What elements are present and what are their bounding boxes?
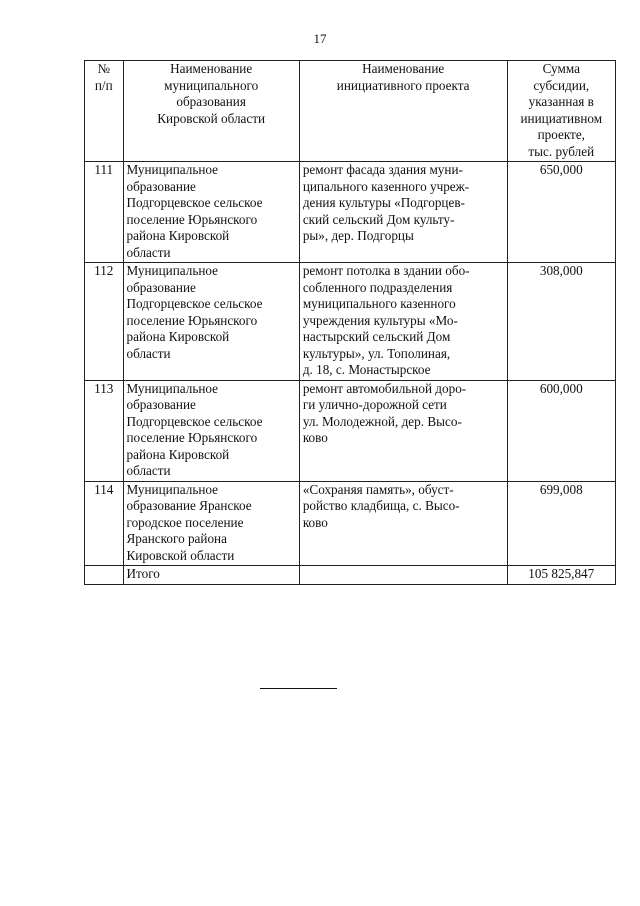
subsidy-table — [84, 60, 616, 585]
row-project: ремонт потолка в здании обо- собленного подразделения муниципального казенного учреждения культуры «Мо- настырский сельский Дом культуры», ул. Тополиная, д. 18, с. Монастырское — [299, 263, 507, 381]
total-row — [85, 566, 616, 585]
row-number: 111 — [85, 162, 124, 263]
table-header-row — [85, 61, 616, 162]
total-sum: 105 825,847 — [507, 566, 615, 585]
header-number: № п/п — [85, 61, 124, 162]
table-row — [85, 481, 616, 566]
row-project: «Сохраняя память», обуст- ройство кладбища, с. Высо- ково — [299, 481, 507, 566]
row-municipality: Муниципальное образование Подгорцевское сельское поселение Юрьянского района Кировской области — [123, 263, 299, 381]
header-sum: Сумма субсидии, указанная в инициативном проекте, тыс. рублей — [507, 61, 615, 162]
header-municipality: Наименование муниципального образования Кировской области — [123, 61, 299, 162]
header-project: Наименование инициативного проекта — [299, 61, 507, 162]
page-number: 17 — [313, 31, 327, 46]
row-number: 114 — [85, 481, 124, 566]
table-row — [85, 162, 616, 263]
end-divider — [260, 688, 337, 689]
row-project: ремонт фасада здания муни- ципального казенного учреж- дения культуры «Подгорцев- ский сельский Дом культу- ры», дер. Подгорцы — [299, 162, 507, 263]
table-row — [85, 380, 616, 481]
total-label: Итого — [123, 566, 299, 585]
row-sum: 600,000 — [507, 380, 615, 481]
row-project: ремонт автомобильной доро- ги улично-дорожной сети ул. Молодежной, дер. Высо- ково — [299, 380, 507, 481]
total-project-empty — [299, 566, 507, 585]
row-sum: 308,000 — [507, 263, 615, 381]
row-municipality: Муниципальное образование Подгорцевское сельское поселение Юрьянского района Кировской области — [123, 380, 299, 481]
row-number: 113 — [85, 380, 124, 481]
row-municipality: Муниципальное образование Подгорцевское сельское поселение Юрьянского района Кировской области — [123, 162, 299, 263]
row-number: 112 — [85, 263, 124, 381]
table-row — [85, 263, 616, 381]
row-sum: 699,008 — [507, 481, 615, 566]
total-number-empty — [85, 566, 124, 585]
row-municipality: Муниципальное образование Яранское городское поселение Яранского района Кировской области — [123, 481, 299, 566]
row-sum: 650,000 — [507, 162, 615, 263]
